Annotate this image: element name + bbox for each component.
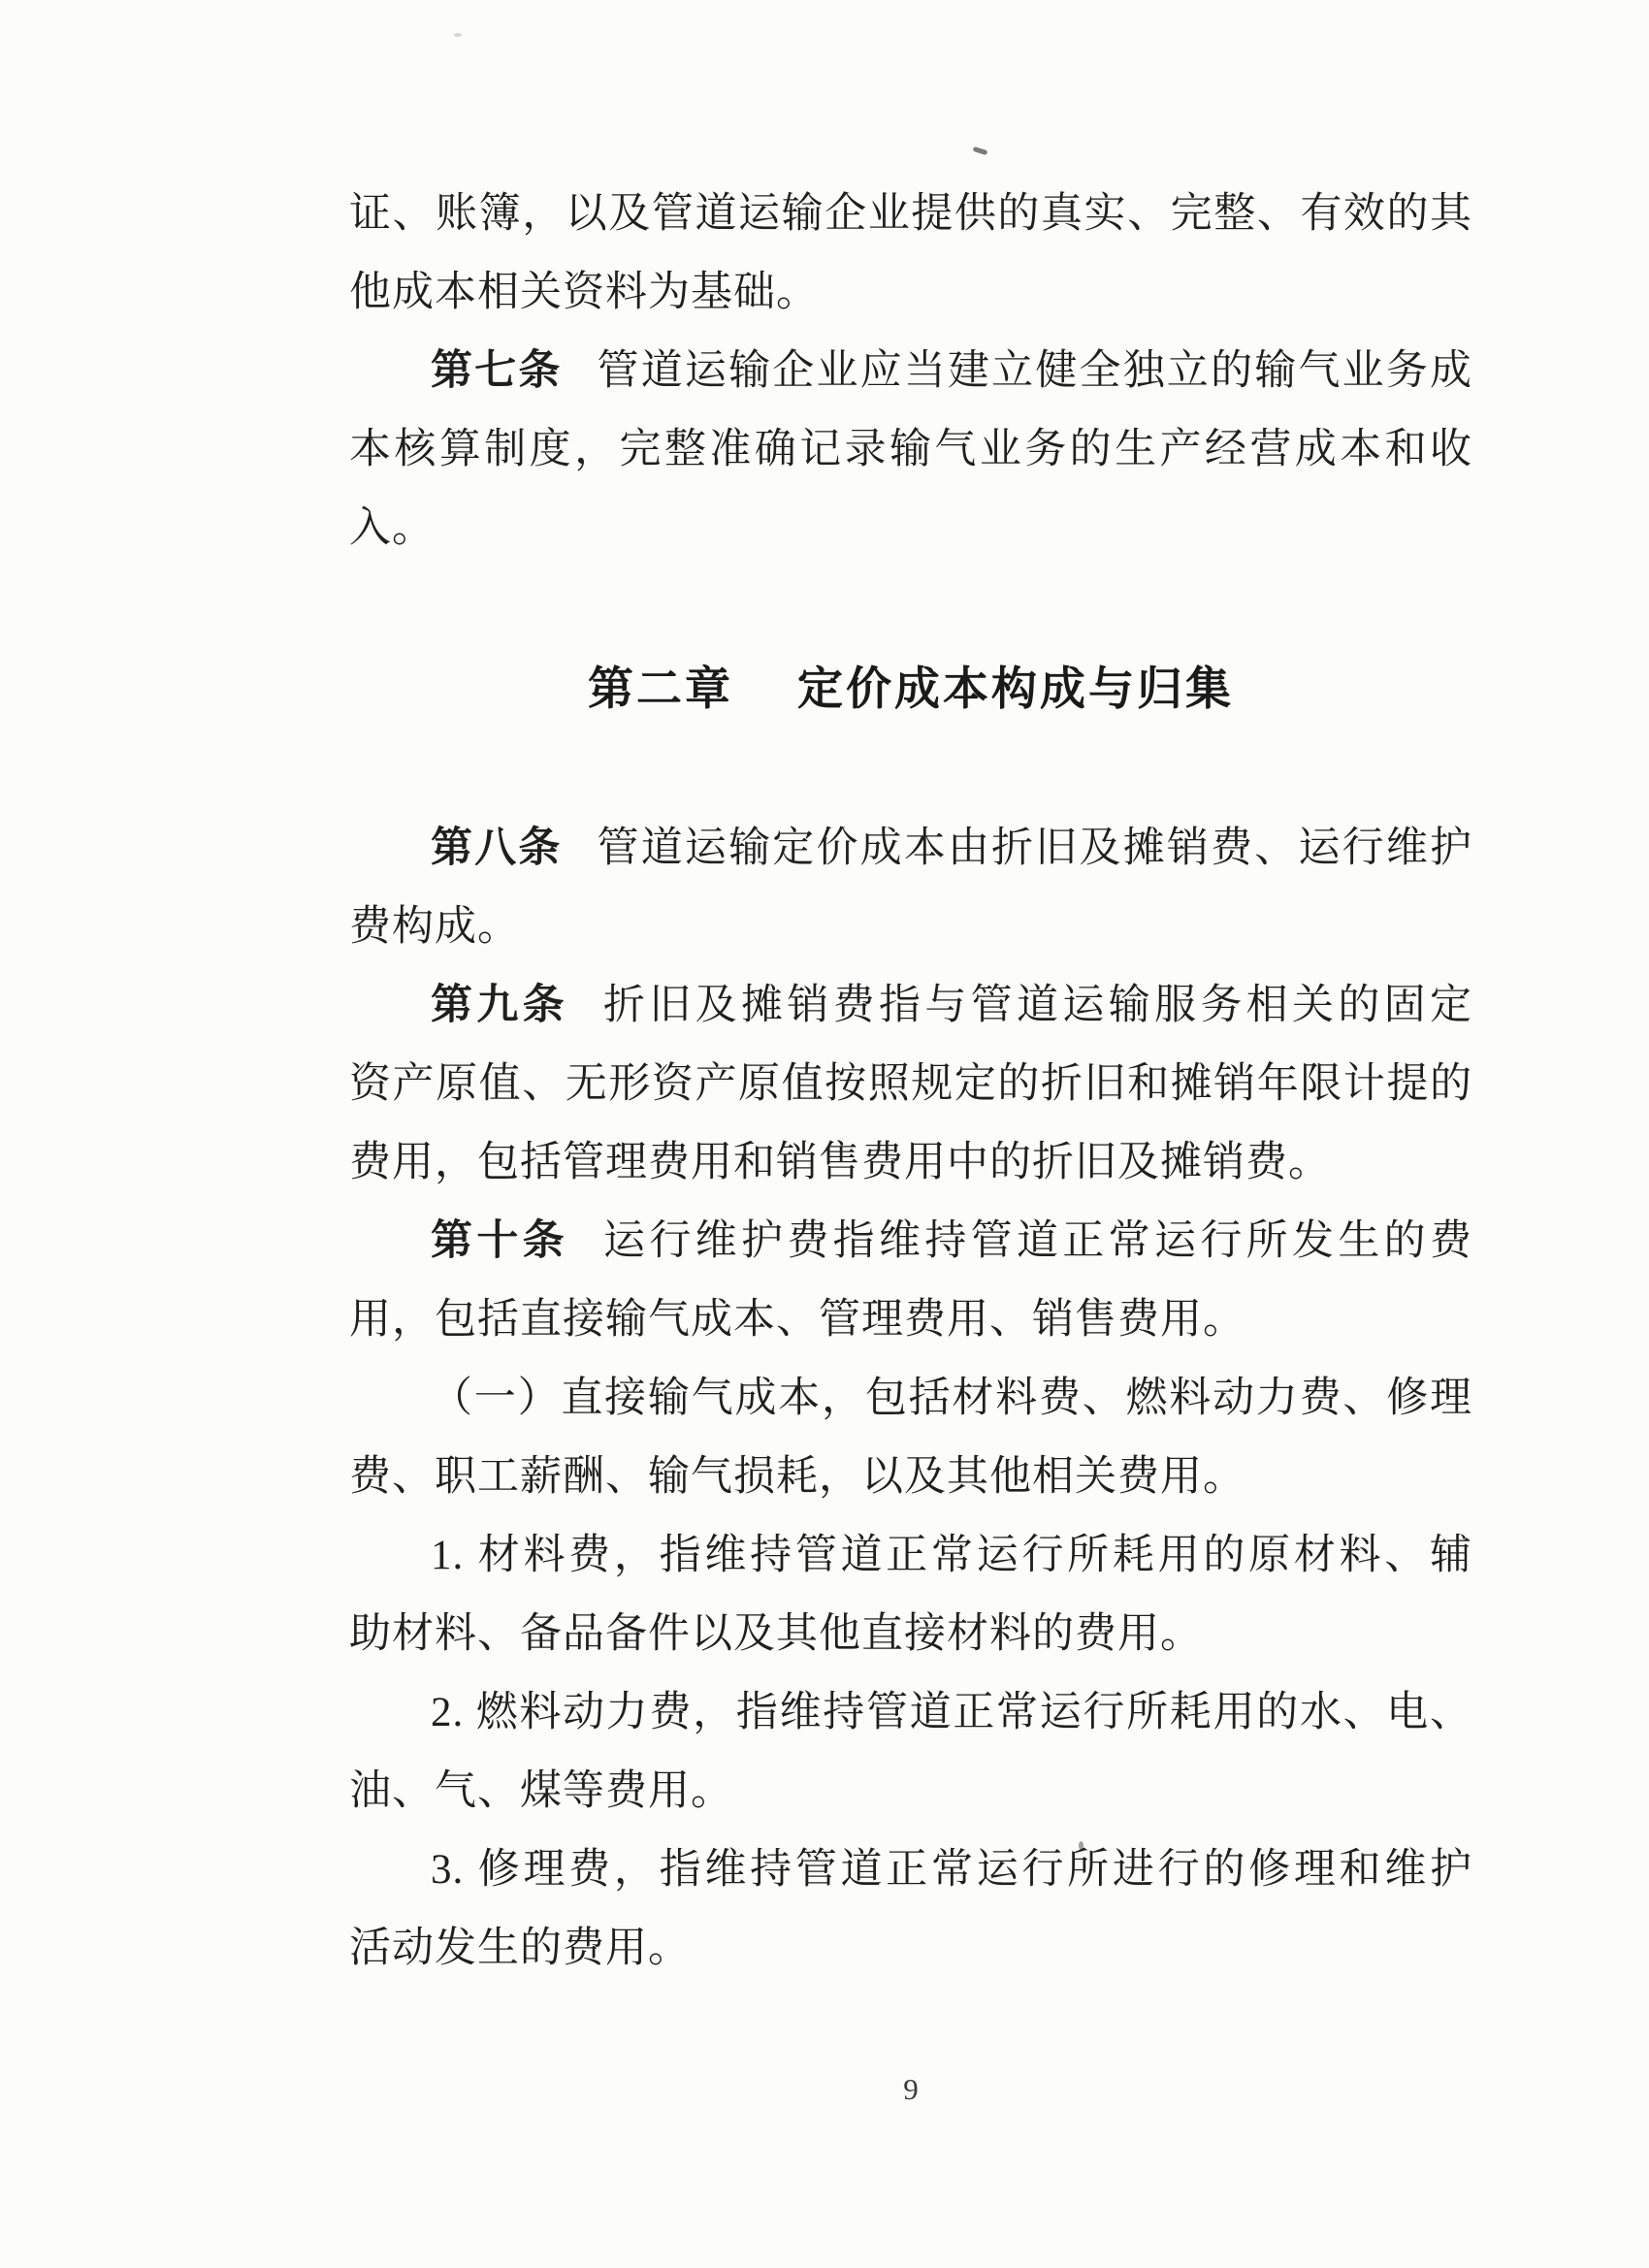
article-label: 第八条 — [431, 825, 563, 871]
text-line — [349, 410, 1472, 489]
text-line-subitem-3 — [349, 1831, 1472, 1909]
text-line — [349, 888, 1472, 966]
scan-artifact — [454, 33, 462, 37]
text-line — [349, 1280, 1472, 1359]
line-text: 本核算制度，完整准确记录输气业务的生产经营成本和收 — [349, 427, 1472, 472]
line-text: 资产原值、无形资产原值按照规定的折旧和摊销年限计提的 — [349, 1061, 1472, 1107]
text-line — [349, 489, 1472, 567]
line-text: 他成本相关资料为基础。 — [349, 270, 819, 315]
text-line-article-9 — [349, 966, 1472, 1045]
line-text: 活动发生的费用。 — [349, 1926, 691, 1971]
scan-artifact — [973, 146, 988, 155]
line-text: 证、账簿，以及管道运输企业提供的真实、完整、有效的其 — [349, 191, 1472, 237]
article-label: 第九条 — [431, 982, 568, 1028]
line-text: （一）直接输气成本，包括材料费、燃料动力费、修理 — [431, 1376, 1472, 1421]
text-line — [349, 1123, 1472, 1202]
text-line-article-10 — [349, 1202, 1472, 1280]
text-line-subitem-1 — [349, 1516, 1472, 1595]
text-line-article-8 — [349, 809, 1472, 888]
text-line-subitem-2 — [349, 1673, 1472, 1752]
line-text: 折旧及摊销费指与管道运输服务相关的固定 — [603, 983, 1472, 1028]
line-text: 费、职工薪酬、输气损耗，以及其他相关费用。 — [349, 1454, 1245, 1500]
text-line-article-7 — [349, 332, 1472, 410]
line-text: 管道运输企业应当建立健全独立的输气业务成 — [597, 348, 1473, 394]
text-line — [349, 1909, 1472, 1988]
line-text: 费构成。 — [349, 904, 520, 950]
text-line — [349, 1045, 1472, 1123]
text-line — [349, 253, 1472, 332]
chapter-heading — [349, 649, 1472, 728]
chapter-title: 定价成本构成与归集 — [797, 663, 1234, 714]
line-text: 助材料、备品备件以及其他直接材料的费用。 — [349, 1611, 1203, 1657]
line-text: 2. 燃料动力费，指维持管道正常运行所耗用的水、电、 — [431, 1690, 1472, 1735]
line-text: 入。 — [349, 505, 435, 551]
text-line-item-1 — [349, 1359, 1472, 1438]
article-label: 第七条 — [431, 347, 563, 394]
line-text: 运行维护费指维持管道正常运行所发生的费 — [603, 1218, 1472, 1264]
line-text: 费用，包括管理费用和销售费用中的折旧及摊销费。 — [349, 1140, 1331, 1185]
line-text: 用，包括直接输气成本、管理费用、销售费用。 — [349, 1297, 1245, 1343]
text-line — [349, 1438, 1472, 1516]
text-line — [349, 1595, 1472, 1673]
page-number: 9 — [903, 2072, 919, 2106]
line-text: 油、气、煤等费用。 — [349, 1768, 733, 1814]
line-text: 3. 修理费，指维持管道正常运行所进行的修理和维护 — [431, 1847, 1472, 1893]
line-text: 1. 材料费，指维持管道正常运行所耗用的原材料、辅 — [431, 1533, 1472, 1578]
text-line — [349, 1752, 1472, 1831]
text-line — [349, 175, 1472, 253]
article-label: 第十条 — [431, 1217, 568, 1264]
text-column — [349, 175, 1472, 1988]
line-text: 管道运输定价成本由折旧及摊销费、运行维护 — [597, 826, 1473, 871]
chapter-number: 第二章 — [588, 663, 733, 714]
